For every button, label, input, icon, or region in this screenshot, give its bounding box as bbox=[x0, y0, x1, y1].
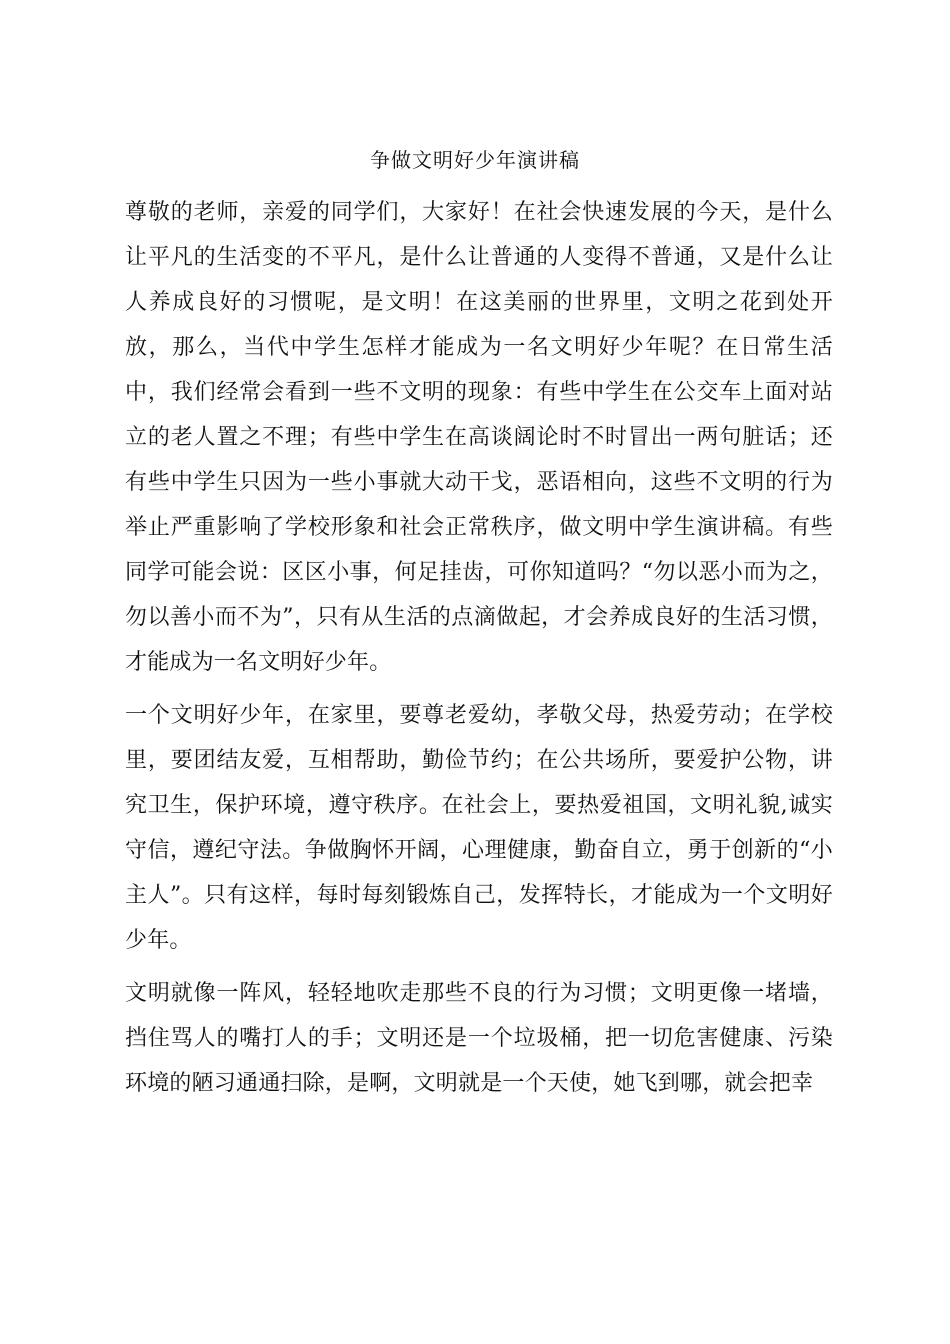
paragraph-1: 尊敬的老师，亲爱的同学们，大家好！在社会快速发展的今天，是什么让平凡的生活变的不平凡，是什么让普通的人变得不普通，又是什么让人养成良好的习惯呢，是文明！在这美丽的世界里，文明之花到处开放，那么，当代中学生怎样才能成为一名文明好少年呢？在日常生活中，我们经常会看到一些不文明的现象：有些中学生在公交车上面对站立的老人置之不理；有些中学生在高谈阔论时不时冒出一两句脏话；还有些中学生只因为一些小事就大动干戈，恶语相向，这些不文明的行为举止严重影响了学校形象和社会正常秩序，做文明中学生演讲稿。有些同学可能会说：区区小事，何足挂齿，可你知道吗？“勿以恶小而为之，勿以善小而不为”，只有从生活的点滴做起，才会养成良好的生活习惯，才能成为一名文明好少年。 bbox=[125, 200, 833, 675]
document-body bbox=[125, 190, 833, 1114]
paragraph-2: 一个文明好少年，在家里，要尊老爱幼，孝敬父母，热爱劳动；在学校里，要团结友爱，互相帮助，勤俭节约；在公共场所，要爱护公物，讲究卫生，保护环境，遵守秩序。在社会上，要热爱祖国，文明礼貌,诚实守信，遵纪守法。争做胸怀开阔，心理健康，勤奋自立，勇于创新的“小主人”。只有这样，每时每刻锻炼自己，发挥特长，才能成为一个文明好少年。 bbox=[125, 703, 833, 953]
paragraph-3: 文明就像一阵风，轻轻地吹走那些不良的行为习惯；文明更像一堵墙，挡住骂人的嘴打人的手；文明还是一个垃圾桶，把一切危害健康、污染环境的陋习通通扫除，是啊，文明就是一个天使，她飞到哪，就会把幸 bbox=[125, 981, 833, 1096]
document-title: 争做文明好少年演讲稿 bbox=[370, 148, 580, 172]
